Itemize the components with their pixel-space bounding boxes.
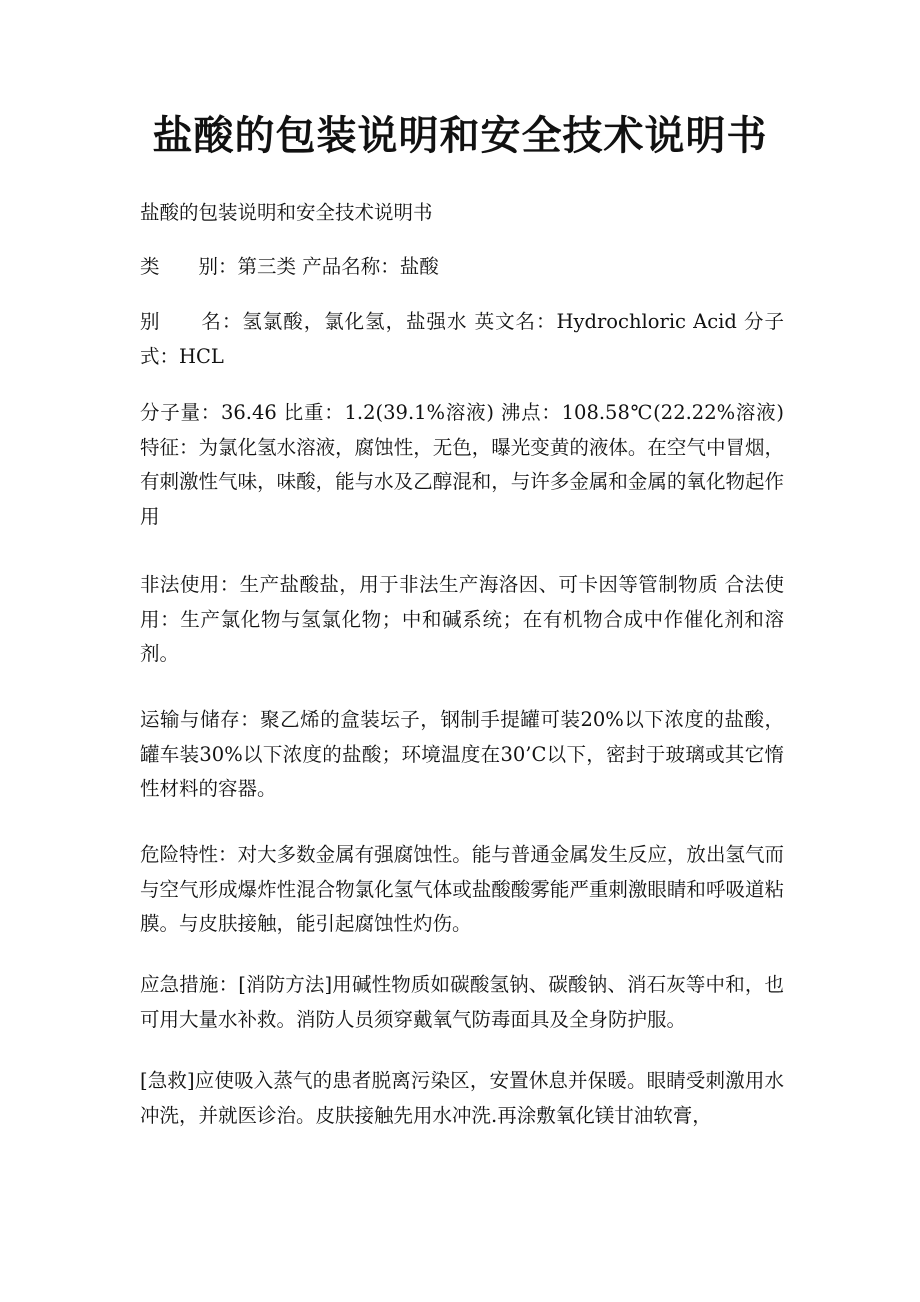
usage-paragraph: 非法使用：生产盐酸盐，用于非法生产海洛因、可卡因等管制物质 合法使用：生产氯化物与氢氯化物；中和碱系统；在有机物合成中作催化剂和溶剂。	[140, 573, 784, 665]
transport-storage-paragraph: 运输与储存：聚乙烯的盒装坛子，钢制手提罐可装20%以下浓度的盐酸，罐车装30%以下浓度的盐酸；环境温度在30’C以下，密封于玻璃或其它惰性材料的容器。	[140, 708, 784, 800]
properties-paragraph: 分子量：36.46 比重：1.2(39.1%溶液) 沸点：108.58℃(22.22%溶液) 特征：为氯化氢水溶液，腐蚀性，无色，曝光变黄的液体。在空气中冒烟，有刺激性气味，味酸，能与水及乙醇混和，与许多金属和金属的氧化物起作用	[140, 401, 784, 528]
document-title: 盐酸的包装说明和安全技术说明书	[152, 112, 768, 159]
first-aid-paragraph: [急救]应使吸入蒸气的患者脱离污染区，安置休息并保暖。眼睛受刺激用水冲洗，并就医诊治。皮肤接触先用水冲洗.再涂敷氧化镁甘油软膏，	[140, 1069, 784, 1127]
emergency-paragraph: 应急措施：[消防方法]用碱性物质如碳酸氢钠、碳酸钠、消石灰等中和，也可用大量水补救。消防人员须穿戴氧气防毒面具及全身防护服。	[140, 973, 784, 1031]
category-paragraph: 类 别：第三类 产品名称：盐酸	[140, 255, 439, 278]
alias-paragraph: 别 名：氢氯酸，氯化氢，盐强水 英文名：Hydrochloric Acid 分子式：HCL	[140, 310, 784, 368]
subtitle-paragraph: 盐酸的包装说明和安全技术说明书	[140, 201, 433, 224]
hazard-paragraph: 危险特性：对大多数金属有强腐蚀性。能与普通金属发生反应，放出氢气而与空气形成爆炸性混合物氯化氢气体或盐酸酸雾能严重刺激眼睛和呼吸道粘膜。与皮肤接触，能引起腐蚀性灼伤。	[140, 843, 784, 935]
